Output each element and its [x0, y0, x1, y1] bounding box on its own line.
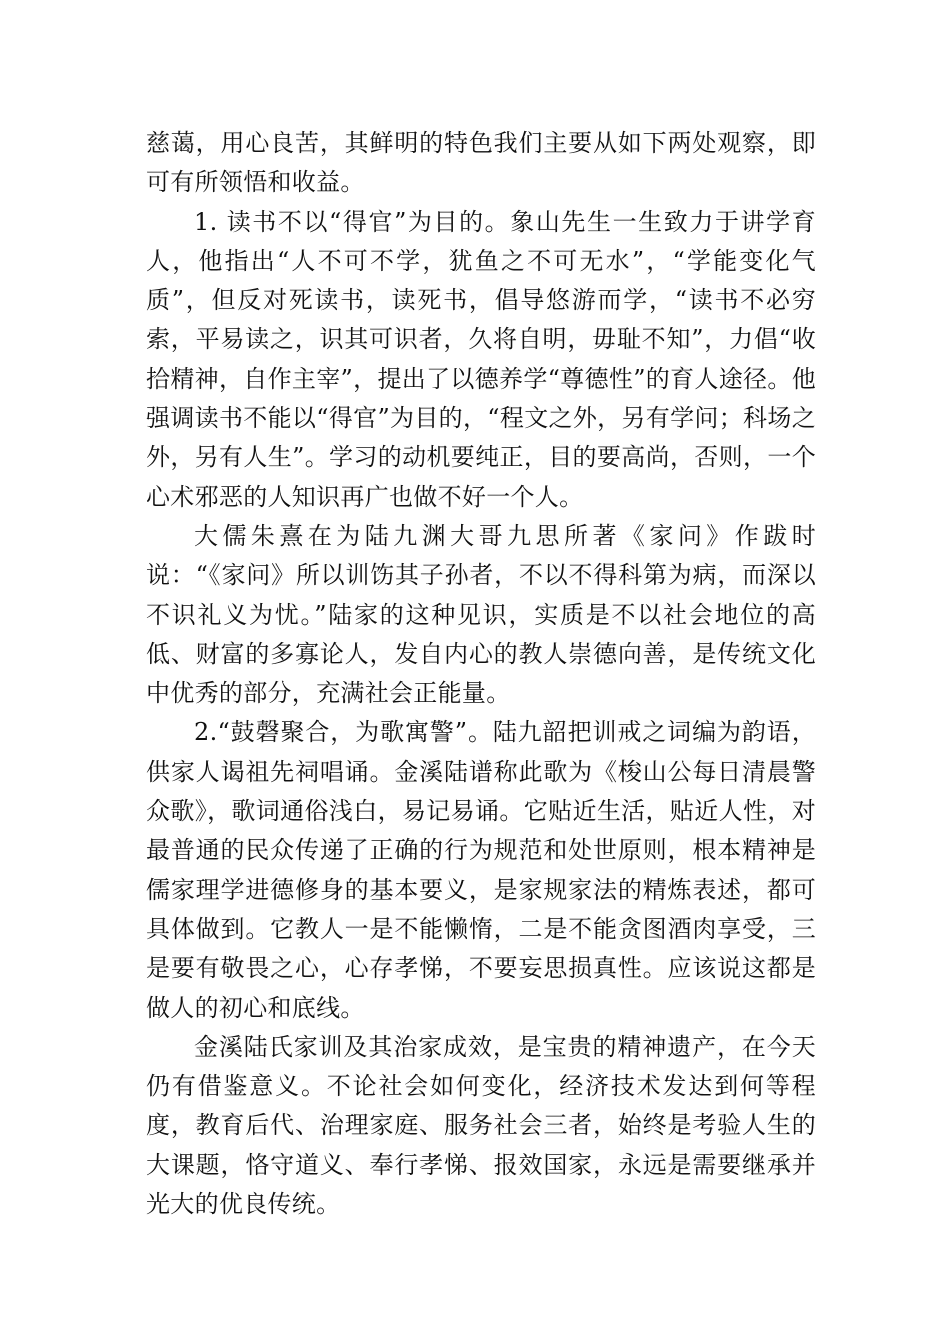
paragraph-4: 2.“鼓磬聚合，为歌寓警”。陆九韶把训戒之词编为韵语，供家人谒祖先祠唱诵。金溪陆谱称此歌为《梭山公每日清晨警众歌》，歌词通俗浅白，易记易诵。它贴近生活，贴近人性，对最普通的民众传递了正确的行为规范和处世原则，根本精神是儒家理学进德修身的基本要义，是家规家法的精炼表述，都可具体做到。它教人一是不能懒惰，二是不能贪图酒肉享受，三是要有敬畏之心，心存孝悌，不要妄思损真性。应该说这都是做人的初心和底线。 [146, 718, 816, 1022]
paragraph-3: 大儒朱熹在为陆九渊大哥九思所著《家问》作跋时说：“《家问》所以训饬其子孙者，不以不得科第为病，而深以不识礼义为忧。”陆家的这种见识，实质是不以社会地位的高低、财富的多寡论人，发自内心的教人崇德向善，是传统文化中优秀的部分，充满社会正能量。 [146, 521, 816, 708]
paragraph-2: 1. 读书不以“得官”为目的。象山先生一生致力于讲学育人，他指出“人不可不学，犹鱼之不可无水”，“学能变化气质”，但反对死读书，读死书，倡导悠游而学，“读书不必穷索，平易读之，识其可识者，久将自明，毋耻不知”，力倡“收拾精神，自作主宰”，提出了以德养学“尊德性”的育人途径。他强调读书不能以“得官”为目的，“程文之外，另有学问；科场之外，另有人生”。学习的动机要纯正，目的要高尚，否则，一个心术邪恶的人知识再广也做不好一个人。 [146, 207, 816, 511]
document-body [146, 124, 816, 1224]
paragraph-5: 金溪陆氏家训及其治家成效，是宝贵的精神遗产，在今天仍有借鉴意义。不论社会如何变化，经济技术发达到何等程度，教育后代、治理家庭、服务社会三者，始终是考验人生的大课题，恪守道义、奉行孝悌、报效国家，永远是需要继承并光大的优良传统。 [146, 1032, 816, 1219]
paragraph-1: 慈蔼，用心良苦，其鲜明的特色我们主要从如下两处观察，即可有所领悟和收益。 [146, 129, 816, 197]
